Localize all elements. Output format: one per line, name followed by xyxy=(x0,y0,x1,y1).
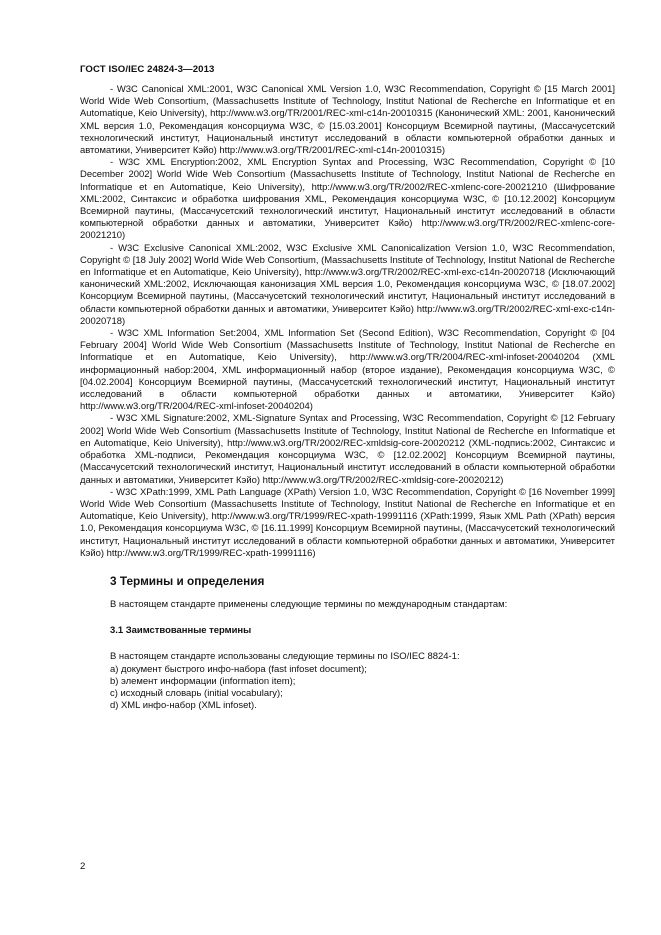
page-number: 2 xyxy=(80,861,86,872)
document-header: ГОСТ ISO/IEC 24824-3—2013 xyxy=(80,64,215,75)
subsection-heading: 3.1 Заимствованные термины xyxy=(110,625,252,637)
subsection-intro: В настоящем стандарте использованы следующие термины по ISO/IEC 8824-1: xyxy=(110,651,460,663)
reference-entry: - W3C XPath:1999, XML Path Language (XPath) Version 1.0, W3C Recommendation, Copyright © [16 November 1999] World Wide Web Consortium (Massachusetts Institute of Technology, Institut National de Recherche en Informatique et en Automatique, Keio University), http://www.w3.org/TR/1999/REC-xpath-19991116 (XPath:1999, Язык XML Path (XPath) версия 1.0, Рекомендация консорциума W3C, © [16.11.1999] Консорциум Всемирной паутины, (Массачусетский технологический институт, Национальный институт исследований в области компьютерной обработки данных и автоматики, Университет Кэйо) http://www.w3.org/TR/1999/REC-xpath-19991116) xyxy=(80,486,615,559)
reference-entry: - W3C XML Signature:2002, XML-Signature Syntax and Processing, W3C Recommendation, Copyright © [12 February 2002] World Wide Web Consortium (Massachusetts Institute of Technology, Institut National de Recherche en Informatique et en Automatique, Keio University), http://www.w3.org/TR/2002/REC-xmldsig-core-20020212 (XML-подпись:2002, Синтаксис и обработка XML-подписи, Рекомендация консорциума W3C, © [12.02.2002] Консорциум Всемирной паутины, (Массачусетский технологический институт, Национальный институт исследований в области компьютерной обработки данных и автоматики, Университет Кэйо) http://www.w3.org/TR/2002/REC-xmldsig-core-20020212) xyxy=(80,413,615,486)
document-body xyxy=(80,84,615,712)
section-heading: 3 Термины и определения xyxy=(110,573,265,588)
list-item: b) элемент информации (information item); xyxy=(110,675,296,687)
reference-entry: - W3C XML Information Set:2004, XML Information Set (Second Edition), W3C Recommendation, Copyright © [04 February 2004] World Wide Web Consortium (Massachusetts Institute of Technology, Institut National de Recherche en Informatique et en Automatique, Keio University), http://www.w3.org/TR/2004/REC-xml-infoset-20040204 (XML информационный набор:2004, XML информационный набор (второе издание), Рекомендация консорциума W3C, © [04.02.2004] Консорциум Всемирной паутины, (Массачусетский технологический институт, Национальный институт исследований в области компьютерной обработки данных и автоматики, Университет Кэйо) http://www.w3.org/TR/2004/REC-xml-infoset-20040204) xyxy=(80,328,615,413)
reference-entry: - W3C XML Encryption:2002, XML Encryption Syntax and Processing, W3C Recommendation, Copyright © [10 December 2002] World Wide Web Consortium (Massachusetts Institute of Technology, Institut National de Recherche en Informatique et en Automatique, Keio University), http://www.w3.org/TR/2002/REC-xmlenc-core-20021210 (Шифрование XML:2002, Синтаксис и обработка шифрования XML, Рекомендация консорциума W3C, © [10.12.2002] Консорциум Всемирной паутины, (Массачусетский технологический институт, Национальный институт исследований в области компьютерной обработки данных и автоматики, Университет Кэйо) http://www.w3.org/TR/2002/REC-xmlenc-core-20021210) xyxy=(80,157,615,242)
list-item: d) XML инфо-набор (XML infoset). xyxy=(110,700,257,712)
reference-entry: - W3C Canonical XML:2001, W3C Canonical XML Version 1.0, W3C Recommendation, Copyright © [15 March 2001] World Wide Web Consortium, (Massachusetts Institute of Technology, Institut National de Recherche en Informatique et en Automatique, Keio University), http://www.w3.org/TR/2001/REC-xml-c14n-20010315 (Канонический XML: 2001, Канонический XML версия 1.0, Рекомендация консорциума W3C, © [15.03.2001] Консорциум Всемирной паутины, (Массачусетский технологический институт, Национальный институт исследований в области компьютерной обработки данных и автоматики, Университет Кэйо) http://www.w3.org/TR/2001/REC-xml-c14n-20010315) xyxy=(80,84,615,157)
terms-list xyxy=(80,664,615,713)
list-item: a) документ быстрого инфо-набора (fast infoset document); xyxy=(110,663,367,675)
reference-entry: - W3C Exclusive Canonical XML:2002, W3C Exclusive XML Canonicalization Version 1.0, W3C Recommendation, Copyright © [18 July 2002] World Wide Web Consortium, (Massachusetts Institute of Technology, Institut National de Recherche en Informatique et en Automatique, Keio University), http://www.w3.org/TR/2002/REC-xml-exc-c14n-20020718 (Исключающий канонический XML:2002, Исключающая канонизация XML версия 1.0, Рекомендация консорциума W3C, © [18.07.2002] Консорциум Всемирной паутины, (Массачусетский технологический институт, Национальный институт исследований в области компьютерной обработки данных и автоматики, Университет Кэйо) http://www.w3.org/TR/2002/REC-xml-exc-c14n-20020718) xyxy=(80,242,615,327)
list-item: c) исходный словарь (initial vocabulary); xyxy=(110,687,283,699)
section-intro: В настоящем стандарте применены следующие термины по международным стандартам: xyxy=(110,598,508,610)
